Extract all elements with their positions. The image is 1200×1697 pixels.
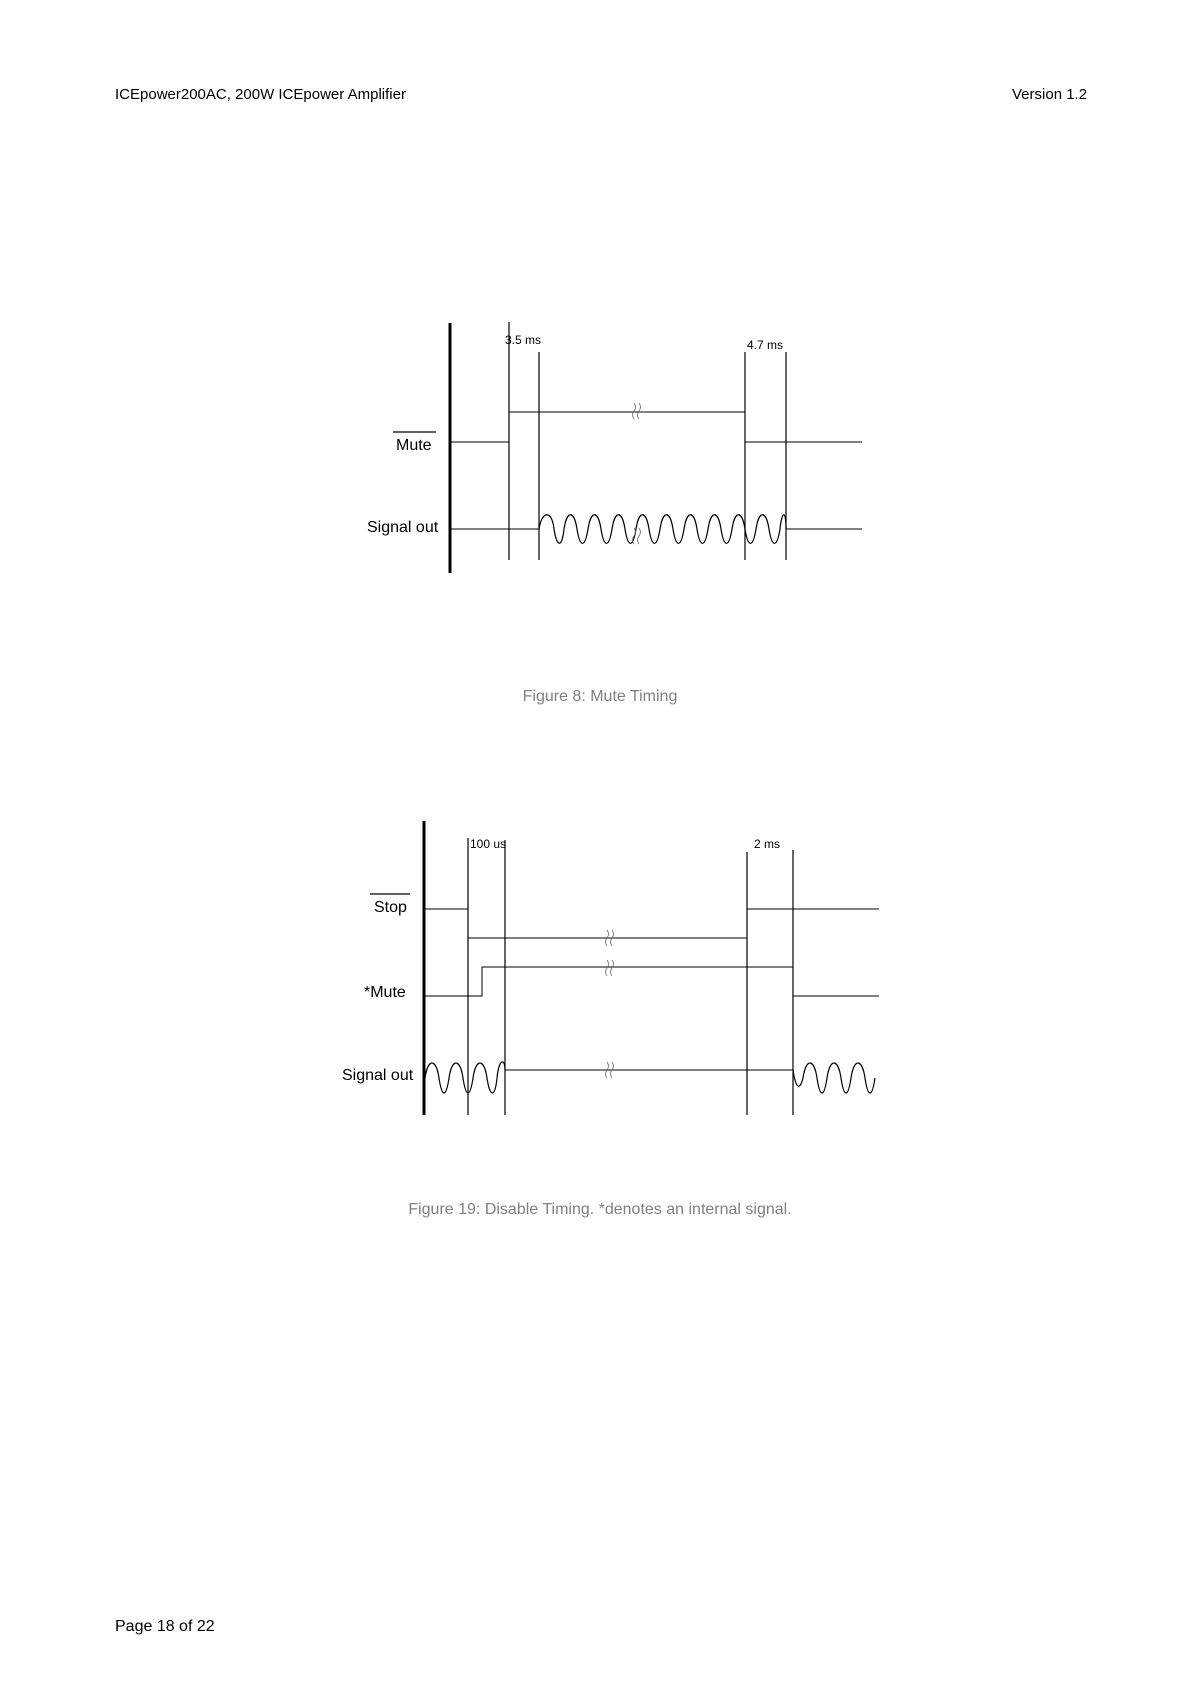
fig19-signal-wave-right bbox=[793, 1063, 875, 1093]
fig19-mute-label: *Mute bbox=[364, 984, 406, 1001]
fig8-label-4-7ms: 4.7 ms bbox=[747, 338, 784, 352]
page-number: Page 18 of 22 bbox=[115, 1618, 215, 1635]
fig19-signal-out-label: Signal out bbox=[342, 1067, 414, 1084]
fig19-mute-break bbox=[606, 960, 614, 976]
fig8-label-3-5ms: 3.5 ms bbox=[505, 333, 542, 347]
document-version: Version 1.2 bbox=[1012, 86, 1088, 103]
figure-19-caption: Figure 19: Disable Timing. *denotes an internal signal. bbox=[408, 1201, 792, 1218]
fig19-label-2ms: 2 ms bbox=[754, 837, 781, 851]
fig19-label-100us: 100 us bbox=[470, 837, 507, 851]
figure-8-caption: Figure 8: Mute Timing bbox=[522, 688, 678, 705]
document-title: ICEpower200AC, 200W ICEpower Amplifier bbox=[115, 86, 406, 103]
fig19-signal-wave-left bbox=[425, 1062, 505, 1093]
fig8-mute-label: Mute bbox=[396, 437, 432, 454]
fig19-stop-label: Stop bbox=[374, 899, 407, 916]
fig8-signal-out-label: Signal out bbox=[367, 519, 439, 536]
fig19-stop-trace bbox=[425, 909, 879, 938]
fig19-mute-trace bbox=[425, 967, 879, 996]
